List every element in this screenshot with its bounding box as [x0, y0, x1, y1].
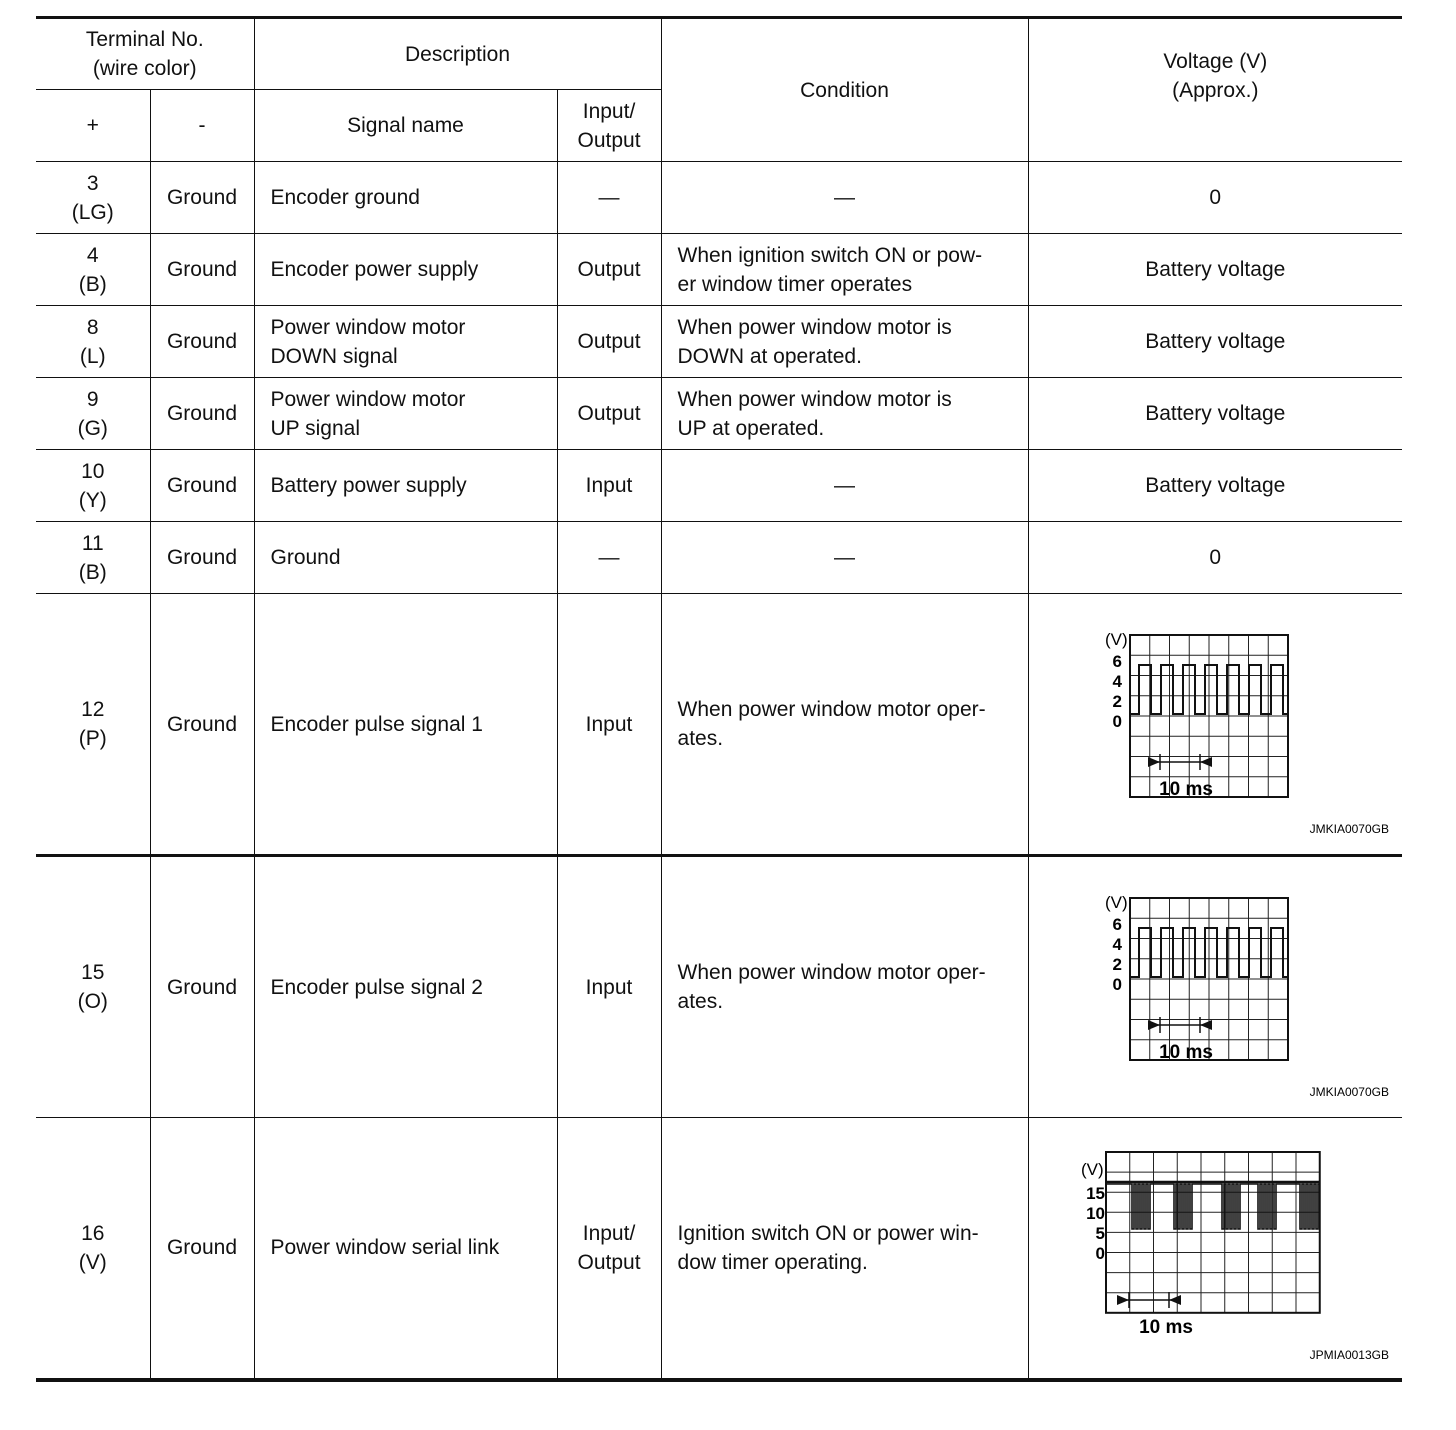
terminal-table [36, 16, 1402, 1382]
condition-cell: When power window motor oper- ates. [661, 856, 1028, 1118]
table-row [36, 162, 1402, 234]
voltage-cell: Battery voltage [1028, 234, 1402, 306]
waveform-y-label: 2 [1112, 955, 1122, 974]
terminal-cell: 3 (LG) [36, 162, 150, 234]
voltage-cell [1028, 856, 1402, 1118]
waveform-y-label: 6 [1112, 915, 1122, 934]
condition-cell: — [661, 450, 1028, 522]
voltage-cell [1028, 1118, 1402, 1380]
table-row [36, 450, 1402, 522]
waveform-time-label: 10 ms [1138, 1316, 1193, 1338]
voltage-cell: Battery voltage [1028, 306, 1402, 378]
signal-cell: Ground [254, 522, 557, 594]
waveform-y-label: 5 [1095, 1223, 1105, 1243]
waveform-unit: (V) [1104, 893, 1128, 912]
condition-cell: When power window motor oper- ates. [661, 594, 1028, 856]
io-cell: Input [557, 450, 661, 522]
waveform-encoder-pulse-2 [1029, 858, 1403, 1116]
terminal-cell: 10 (Y) [36, 450, 150, 522]
signal-cell: Encoder pulse signal 1 [254, 594, 557, 856]
arrow-head [1148, 757, 1160, 767]
minus-cell: Ground [150, 522, 254, 594]
voltage-cell: Battery voltage [1028, 378, 1402, 450]
header-voltage: Voltage (V) (Approx.) [1028, 18, 1402, 162]
condition-cell: — [661, 522, 1028, 594]
header-input-output: Input/ Output [557, 90, 661, 162]
waveform-unit: (V) [1080, 1159, 1104, 1179]
table-row [36, 1118, 1402, 1380]
waveform-y-label: 0 [1095, 1243, 1105, 1263]
figure-code: JPMIA0013GB [1309, 1347, 1389, 1362]
minus-cell: Ground [150, 306, 254, 378]
waveform-time-label: 10 ms [1158, 779, 1213, 800]
header-condition: Condition [661, 18, 1028, 162]
waveform-y-label: 4 [1112, 935, 1122, 954]
io-cell: Input/ Output [557, 1118, 661, 1380]
table-row [36, 522, 1402, 594]
figure-code: JMKIA0070GB [1309, 822, 1389, 836]
header-terminal-no: Terminal No. (wire color) [36, 18, 254, 90]
voltage-cell: 0 [1028, 162, 1402, 234]
condition-cell: When power window motor is DOWN at operated. [661, 306, 1028, 378]
waveform-time-label: 10 ms [1158, 1042, 1213, 1063]
io-cell: Output [557, 306, 661, 378]
table-row [36, 594, 1402, 856]
table-row [36, 234, 1402, 306]
terminal-cell: 11 (B) [36, 522, 150, 594]
io-cell: — [557, 162, 661, 234]
waveform-y-label: 6 [1112, 652, 1122, 671]
header-minus: - [150, 90, 254, 162]
signal-cell: Power window motor DOWN signal [254, 306, 557, 378]
waveform-y-label: 0 [1112, 712, 1122, 731]
minus-cell: Ground [150, 162, 254, 234]
table-row [36, 856, 1402, 1118]
arrow-head [1169, 1295, 1181, 1305]
signal-cell: Encoder power supply [254, 234, 557, 306]
signal-cell: Encoder ground [254, 162, 557, 234]
table-row [36, 306, 1402, 378]
terminal-cell: 16 (V) [36, 1118, 150, 1380]
condition-cell: When ignition switch ON or pow- er window timer operates [661, 234, 1028, 306]
minus-cell: Ground [150, 378, 254, 450]
voltage-cell [1028, 594, 1402, 856]
io-cell: — [557, 522, 661, 594]
io-cell: Input [557, 856, 661, 1118]
waveform-y-label: 0 [1112, 975, 1122, 994]
waveform-y-label: 15 [1085, 1183, 1105, 1203]
condition-cell: — [661, 162, 1028, 234]
signal-cell: Encoder pulse signal 2 [254, 856, 557, 1118]
io-cell: Input [557, 594, 661, 856]
signal-cell: Battery power supply [254, 450, 557, 522]
waveform-y-label: 2 [1112, 692, 1122, 711]
arrow-head [1117, 1295, 1129, 1305]
arrow-head [1148, 1020, 1160, 1030]
terminal-cell: 15 (O) [36, 856, 150, 1118]
arrow-head [1200, 757, 1212, 767]
minus-cell: Ground [150, 450, 254, 522]
terminal-cell: 4 (B) [36, 234, 150, 306]
serial-trace [1106, 1184, 1320, 1229]
minus-cell: Ground [150, 856, 254, 1118]
signal-cell: Power window motor UP signal [254, 378, 557, 450]
waveform-y-label: 10 [1085, 1203, 1105, 1223]
terminal-cell: 12 (P) [36, 594, 150, 856]
arrow-head [1200, 1020, 1212, 1030]
terminal-cell: 9 (G) [36, 378, 150, 450]
header-signal-name: Signal name [254, 90, 557, 162]
minus-cell: Ground [150, 1118, 254, 1380]
figure-code: JMKIA0070GB [1309, 1085, 1389, 1099]
waveform-y-label: 4 [1112, 672, 1122, 691]
condition-cell: Ignition switch ON or power win- dow timer operating. [661, 1118, 1028, 1380]
io-cell: Output [557, 378, 661, 450]
table-row [36, 378, 1402, 450]
signal-cell: Power window serial link [254, 1118, 557, 1380]
voltage-cell: Battery voltage [1028, 450, 1402, 522]
header-description: Description [254, 18, 661, 90]
voltage-cell: 0 [1028, 522, 1402, 594]
waveform-encoder-pulse-1 [1029, 595, 1403, 853]
minus-cell: Ground [150, 234, 254, 306]
waveform-serial-link [1029, 1119, 1403, 1377]
condition-cell: When power window motor is UP at operated. [661, 378, 1028, 450]
waveform-unit: (V) [1104, 630, 1128, 649]
minus-cell: Ground [150, 594, 254, 856]
header-plus: + [36, 90, 150, 162]
terminal-cell: 8 (L) [36, 306, 150, 378]
io-cell: Output [557, 234, 661, 306]
